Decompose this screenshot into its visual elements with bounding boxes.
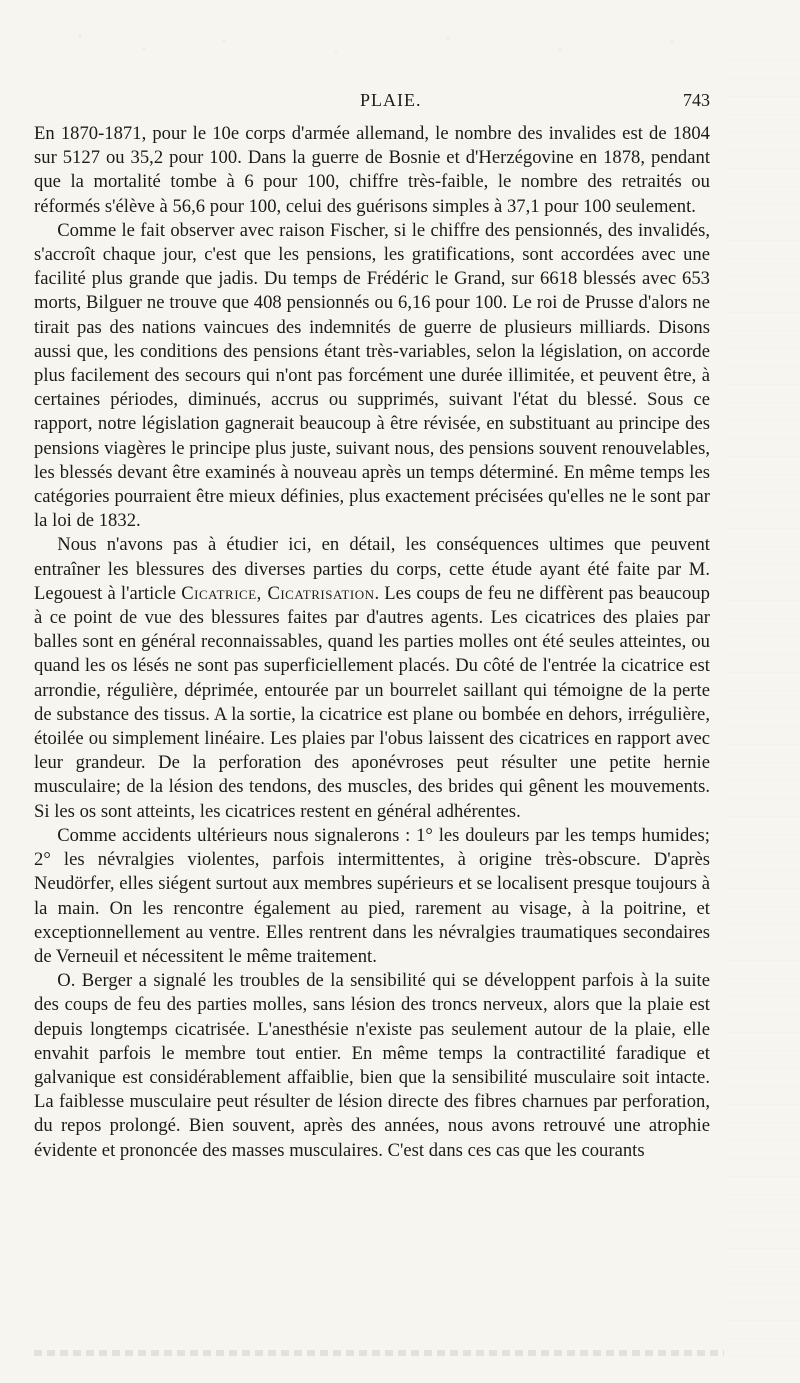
paragraph-5: O. Berger a signalé les troubles de la sensibilité qui se développent parfois à la suite des coups de feu des parties molles, sans lésion des troncs nerveux, alors que la plaie est depuis longtemps cicatrisée. L'anesthésie n'existe pas seulement autour de la plaie, elle envahit parfois le membre tout entier. En même temps la contractilité faradique et galvanique est considérablement affaiblie, bien que la sensibilité musculaire soit intacte. La faiblesse musculaire peut résulter de lésion directe des fibres charnues par perforation, du repos prolongé. Bien souvent, après des années, nous avons retrouvé une atrophie évidente et prononcée des masses musculaires. C'est dans ces cas que les courants xyxy=(34,970,710,1161)
paragraph-3-end: . Les coups de feu ne diffèrent pas beaucoup à ce point de vue des blessures faites par d'autres agents. Les cicatrices des plaies par balles sont en général reconnaissables, quand les parties molles ont été seules atteintes, ou quand les os lésés ne sont pas superficiellement placés. Du côté de l'entrée la cicatrice est arrondie, régulière, déprimée, entourée par un bourrelet saillant qui témoigne de la perte de substance des tissus. A la sortie, la cicatrice est plane ou bombée en dehors, irrégulière, étoilée ou simplement linéaire. Les plaies par l'obus laissent des cicatrices en rapport avec leur grandeur. De la perforation des aponévroses peut résulter une petite hernie musculaire; de la lésion des tendons, des muscles, des brides qui gênent les mouvements. Si les os sont atteints, les cicatrices restent en général adhérentes. xyxy=(34,582,710,822)
scan-noise-right xyxy=(728,60,800,1370)
scan-noise-top xyxy=(0,20,800,72)
paragraph-1: En 1870-1871, pour le 10e corps d'armée allemand, le nombre des invalides est de 1804 sur 5127 ou 35,2 pour 100. Dans la guerre de Bosnie et d'Herzégovine en 1878, pendant que la mortalité tombe à 6 pour 100, chiffre très-faible, le nombre des retraités ou réformés s'élève à 56,6 pour 100, celui des guérisons simples à 37,1 pour 100 seulement. xyxy=(34,123,710,217)
paragraph-4: Comme accidents ultérieurs nous signalerons : 1° les douleurs par les temps humides; 2° les névralgies violentes, parfois intermittentes, à origine très-obscure. D'après Neudörfer, elles siégent surtout aux membres supérieurs et se localisent presque toujours à la main. On les rencontre également au pied, rarement au visage, à la poitrine, et exceptionnellement au ventre. Elles rentrent dans les névralgies traumatiques secondaires de Verneuil et nécessitent le même traitement. xyxy=(34,824,710,967)
article-reference: Cicatrice, Cicatrisation xyxy=(181,582,375,604)
scan-noise-bottom xyxy=(34,1350,724,1356)
running-title: PLAIE. xyxy=(360,90,422,110)
page-number: 743 xyxy=(683,90,710,110)
paragraph-2: Comme le fait observer avec raison Fischer, si le chiffre des pensionnés, des invalidés, s'accroît chaque jour, c'est que les pensions, les gratifications, sont accordées avec une facilité plus grande que jadis. Du temps de Frédéric le Grand, sur 6618 blessés avec 653 morts, Bilguer ne trouve que 408 pensionnés ou 6,16 pour 100. Le roi de Prusse d'alors ne tirait pas des nations vaincues des indemnités de guerre de plusieurs milliards. Disons aussi que, les conditions des pensions étant très-variables, selon la législation, on accorde plus facilement des secours qui n'ont pas forcément une durée illimitée, et peuvent être, à certaines périodes, diminués, accrus ou supprimés, suivant l'état du blessé. Sous ce rapport, notre législation gagnerait beaucoup à être révisée, en substituant au principe des pensions viagères le principe plus juste, suivant nous, des pensions souvent renouvelables, les blessés devant être examinés à nouveau après un temps déterminé. En même temps les catégories pourraient être mieux définies, plus exactement précisées qu'elles ne le sont par la loi de 1832. xyxy=(34,219,710,532)
paragraph-3-start: Nous n'avons pas à étudier ici, en détail, les conséquences ultimes que peuvent entraîner les blessures des diverses parties du corps, cette étude ayant été faite par M. Legouest à l'article xyxy=(34,534,710,604)
page-header xyxy=(34,90,710,116)
paragraph-3 xyxy=(34,533,710,823)
body-text xyxy=(34,122,710,1163)
